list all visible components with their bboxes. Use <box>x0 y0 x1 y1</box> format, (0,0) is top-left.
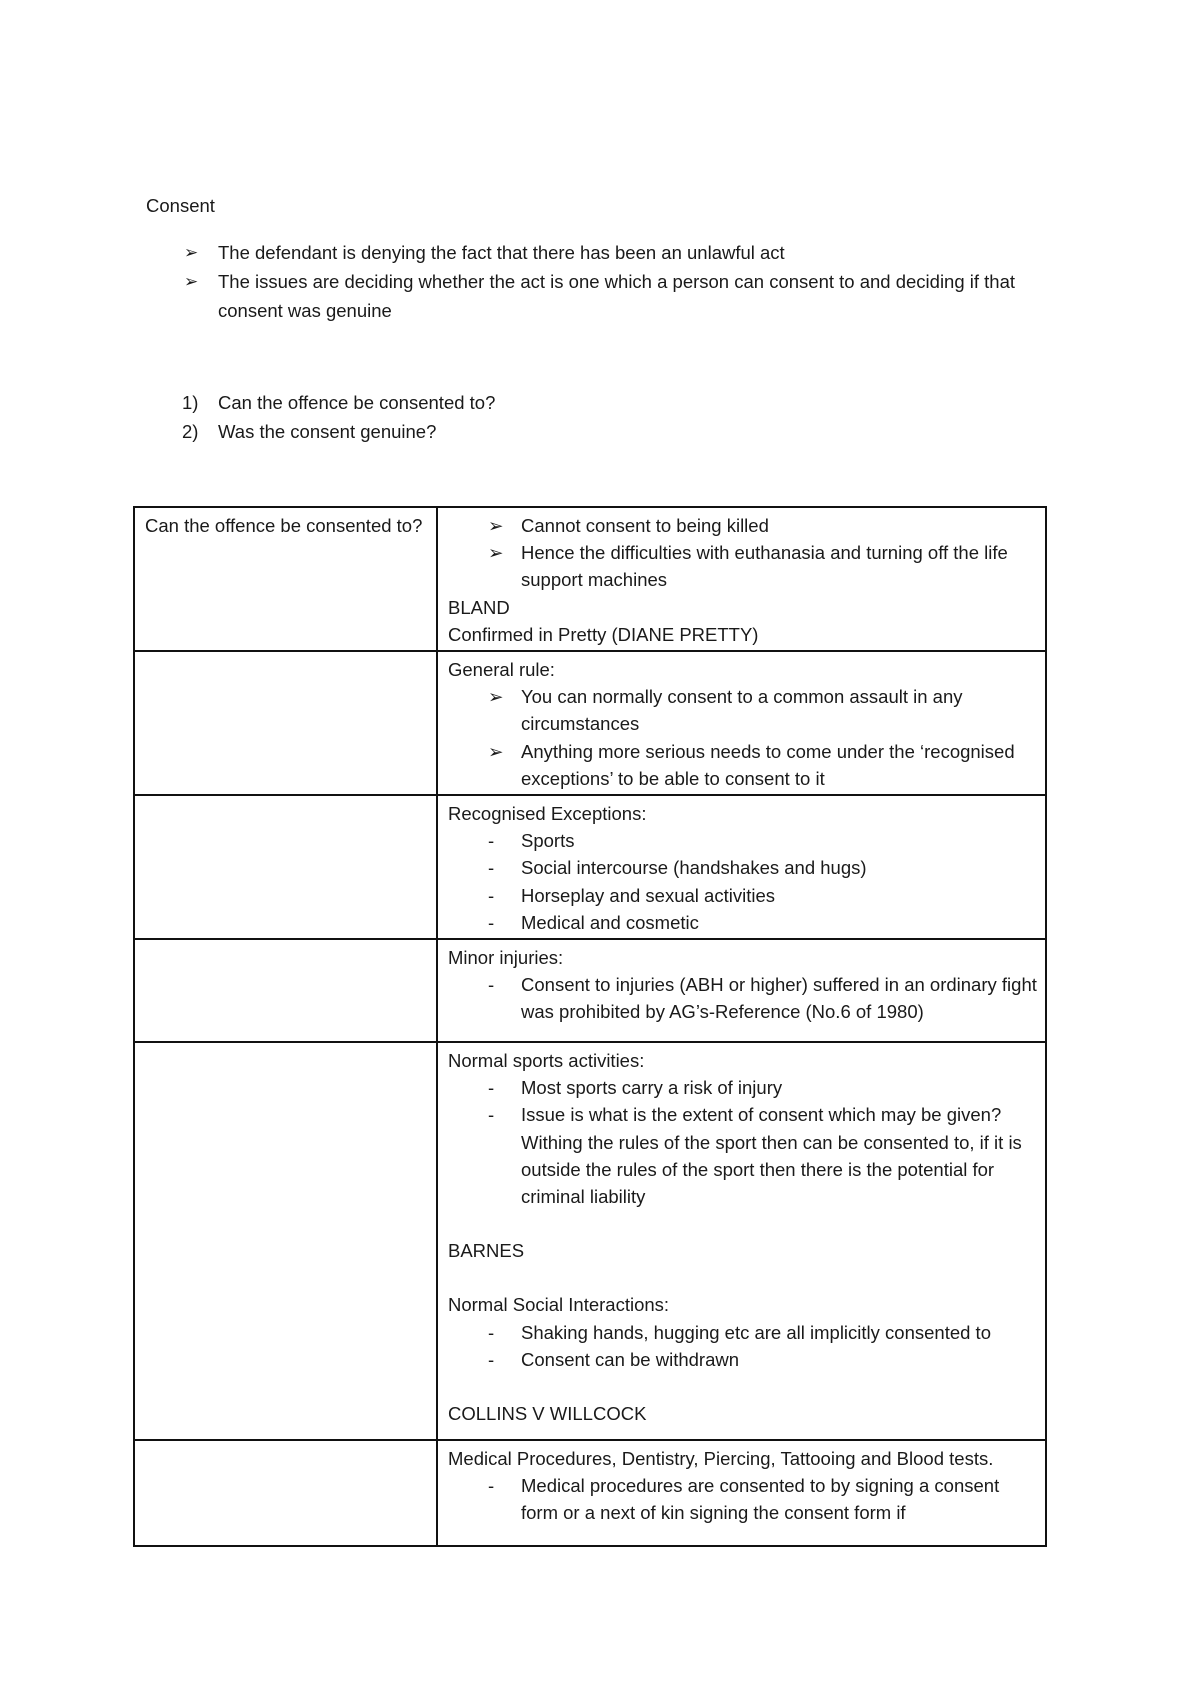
list-item: - Medical and cosmetic <box>448 909 1037 936</box>
page-title: Consent <box>146 195 215 216</box>
list-item: ➢ The defendant is denying the fact that there has been an unlawful act <box>146 238 1066 267</box>
bullet-list <box>448 683 1037 792</box>
table-row <box>134 507 1046 651</box>
table-cell <box>437 1042 1046 1440</box>
list-item: - Consent to injuries (ABH or higher) suffered in an ordinary fight was prohibited by AG’s-Reference (No.6 of 1980) <box>448 971 1037 1025</box>
dash-list <box>448 1319 1037 1373</box>
table-row <box>134 939 1046 1042</box>
intro-list <box>146 238 1066 325</box>
arrow-bullet-icon: ➢ <box>488 740 504 762</box>
dash-bullet: - <box>488 1104 495 1126</box>
table-cell-empty <box>134 1440 437 1546</box>
list-item: - Consent can be withdrawn <box>448 1346 1037 1373</box>
dash-list <box>448 971 1037 1025</box>
dash-bullet: - <box>488 884 495 906</box>
list-item: - Sports <box>448 827 1037 854</box>
table-cell <box>437 651 1046 795</box>
list-item: - Medical procedures are consented to by signing a consent form or a next of kin signing the consent form if <box>448 1472 1037 1526</box>
continuation-text: Withing the rules of the sport then can be consented to, if it is outside the rules of the sport then there is the potential for criminal liability <box>521 1131 1022 1208</box>
list-item: 1) Can the offence be consented to? <box>146 388 1066 417</box>
bullet-list <box>448 512 1037 594</box>
case-name: COLLINS V WILLCOCK <box>448 1403 647 1425</box>
list-item: ➢ Hence the difficulties with euthanasia and turning off the life support machines <box>448 539 1037 593</box>
table-cell-heading: Can the offence be consented to? <box>134 507 437 651</box>
cell-note: Confirmed in Pretty (DIANE PRETTY) <box>448 623 759 645</box>
list-item: - Issue is what is the extent of consent which may be given? Withing the rules of the sport then can be consented to, if it is outside the rules of the sport then there is the potential for criminal liability <box>448 1101 1037 1210</box>
dash-bullet: - <box>488 1321 495 1343</box>
notes-table <box>133 506 1047 1547</box>
dash-bullet: - <box>488 1077 495 1099</box>
arrow-bullet-icon: ➢ <box>488 686 504 708</box>
dash-bullet: - <box>488 1475 495 1497</box>
list-item: 2) Was the consent genuine? <box>146 417 1066 446</box>
cell-heading: General rule: <box>448 659 555 681</box>
list-item: - Shaking hands, hugging etc are all implicitly consented to <box>448 1319 1037 1346</box>
dash-list <box>448 1472 1037 1526</box>
list-item: ➢ The issues are deciding whether the act is one which a person can consent to and deciding if that consent was genuine <box>146 267 1066 325</box>
list-item: ➢ You can normally consent to a common assault in any circumstances <box>448 683 1037 737</box>
dash-bullet: - <box>488 911 495 933</box>
table-cell <box>437 1440 1046 1546</box>
list-item: ➢ Anything more serious needs to come under the ‘recognised exceptions’ to be able to consent to it <box>448 738 1037 792</box>
list-item: ➢ Cannot consent to being killed <box>448 512 1037 539</box>
table-cell <box>437 939 1046 1042</box>
dash-list <box>448 1074 1037 1210</box>
list-number: 2) <box>182 421 199 442</box>
arrow-bullet-icon: ➢ <box>184 272 199 291</box>
case-name: BLAND <box>448 596 510 618</box>
table-row <box>134 651 1046 795</box>
cell-heading: Normal sports activities: <box>448 1050 645 1072</box>
list-item: - Horseplay and sexual activities <box>448 882 1037 909</box>
table-row <box>134 1042 1046 1440</box>
table-row <box>134 1440 1046 1546</box>
table-cell-empty <box>134 795 437 939</box>
list-number: 1) <box>182 392 199 413</box>
table-cell-empty <box>134 939 437 1042</box>
table-cell-empty <box>134 651 437 795</box>
arrow-bullet-icon: ➢ <box>184 243 199 262</box>
arrow-bullet-icon: ➢ <box>488 542 504 564</box>
dash-bullet: - <box>488 830 495 852</box>
dash-bullet: - <box>488 974 495 996</box>
table-cell <box>437 795 1046 939</box>
list-item: - Social intercourse (handshakes and hugs) <box>448 854 1037 881</box>
cell-heading: Medical Procedures, Dentistry, Piercing, Tattooing and Blood tests. <box>448 1448 994 1470</box>
dash-list <box>448 827 1037 936</box>
table-cell <box>437 507 1046 651</box>
cell-heading: Minor injuries: <box>448 947 564 969</box>
table-row <box>134 795 1046 939</box>
dash-bullet: - <box>488 1348 495 1370</box>
cell-heading: Recognised Exceptions: <box>448 803 647 825</box>
list-item: - Most sports carry a risk of injury <box>448 1074 1037 1101</box>
table-cell-empty <box>134 1042 437 1440</box>
case-name: BARNES <box>448 1240 525 1262</box>
arrow-bullet-icon: ➢ <box>488 515 504 536</box>
cell-heading: Normal Social Interactions: <box>448 1294 670 1316</box>
dash-bullet: - <box>488 857 495 879</box>
question-list <box>146 388 1066 446</box>
